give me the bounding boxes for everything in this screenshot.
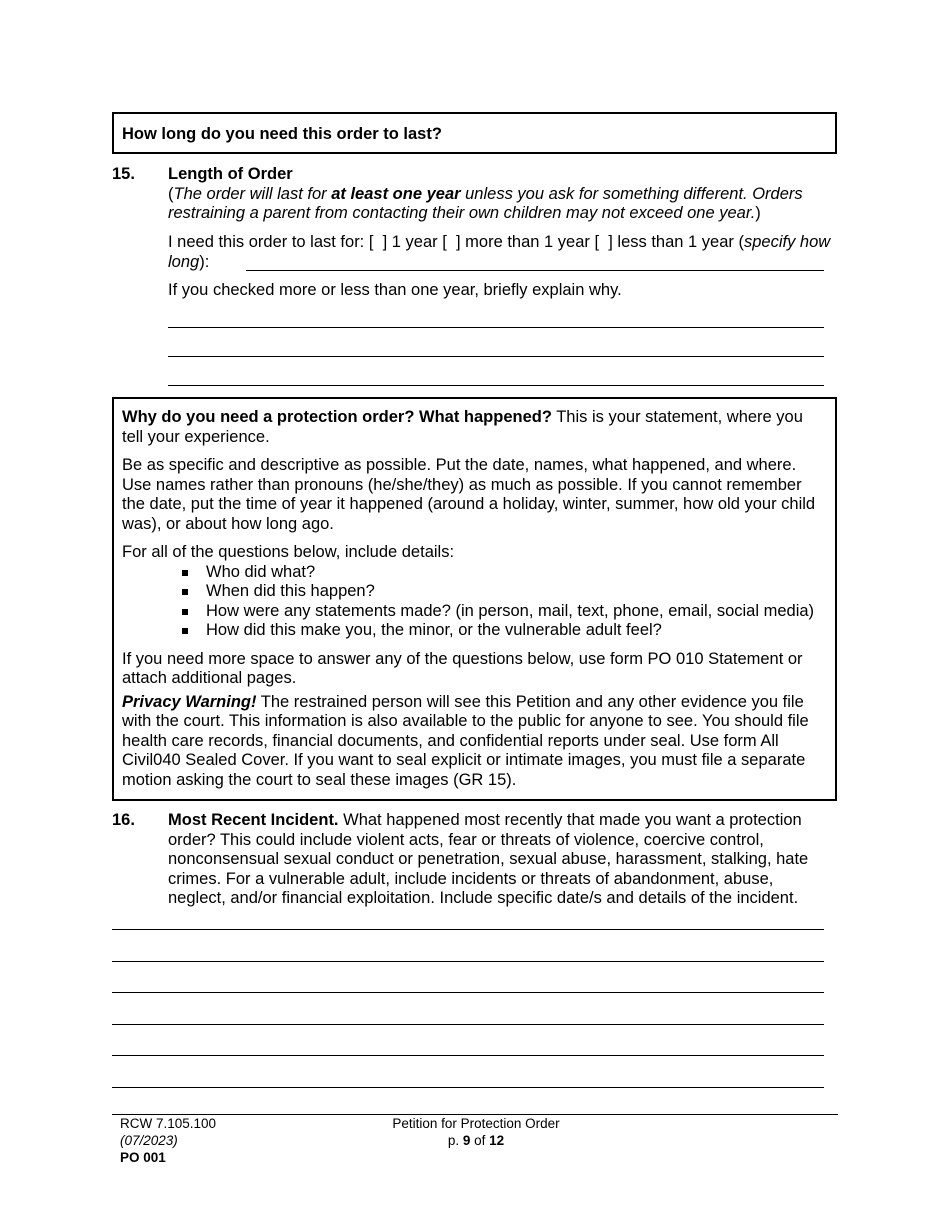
- incident-line-5[interactable]: [112, 1055, 824, 1056]
- list-item: How did this make you, the minor, or the vulnerable adult feel?: [182, 621, 827, 641]
- footer-title: Petition for Protection Order: [392, 1116, 560, 1131]
- details-intro: For all of the questions below, include details:: [122, 543, 455, 561]
- specify-length-field[interactable]: [246, 270, 824, 271]
- explain-prompt: If you checked more or less than one year, briefly explain why.: [168, 281, 622, 299]
- statement-instructions-box: [112, 397, 837, 801]
- explain-line-1[interactable]: [168, 327, 824, 328]
- order-duration-header: [112, 112, 837, 154]
- incident-line-1[interactable]: [112, 929, 824, 930]
- incident-line-3[interactable]: [112, 992, 824, 993]
- section-15-note: (The order will last for at least one year unless you ask for something different. Orders restraining a parent from contacting their own children may not exceed one year.): [168, 184, 803, 222]
- footer-date: (07/2023): [120, 1133, 178, 1148]
- footer-page: p. 9 of 12: [447, 1133, 505, 1148]
- checkbox-more-than-1-year[interactable]: [ ]: [442, 233, 461, 251]
- statement-question: Why do you need a protection order? What happened? This is your statement, where you tell your experience.: [122, 408, 803, 446]
- incident-line-4[interactable]: [112, 1024, 824, 1025]
- specificity-instructions: Be as specific and descriptive as possible. Put the date, names, what happened, and where. Use names rather than pronouns (he/she/they) as much as possible. If you cannot remember the date, put the time of year it happened (around a holiday, winter, summer, how old your child was), or about how long ago.: [122, 456, 816, 533]
- privacy-warning: Privacy Warning! The restrained person will see this Petition and any other evidence you file with the court. This information is also available to the public for anyone to see. You should file health care records, financial documents, and confidential reports under seal. Use form All Civil040 Sealed Cover. If you want to seal explicit or intimate images, you must file a separate motion asking the court to seal these images (GR 15).: [122, 692, 809, 789]
- explain-line-3[interactable]: [168, 385, 824, 386]
- list-item: When did this happen?: [182, 582, 827, 602]
- footer-center: [376, 1115, 576, 1149]
- incident-line-2[interactable]: [112, 961, 824, 962]
- checkbox-1-year[interactable]: [ ]: [368, 233, 388, 251]
- footer-form-number: PO 001: [120, 1150, 166, 1165]
- section-15-title: Length of Order: [168, 165, 293, 183]
- details-list: [122, 563, 827, 641]
- explain-line-2[interactable]: [168, 356, 824, 357]
- duration-selection: I need this order to last for: [ ] 1 year [ ] more than 1 year [ ] less than 1 year (specify how long):: [168, 233, 831, 271]
- list-item: How were any statements made? (in person, mail, text, phone, email, social media): [182, 602, 827, 622]
- list-item: Who did what?: [182, 563, 827, 583]
- section-16-body: Most Recent Incident. What happened most recently that made you want a protection order? This could include violent acts, fear or threats of violence, coercive control, nonconsensual sexual conduct or penetration, sexual abuse, harassment, stalking, hate crimes. For a vulnerable adult, include incidents or threats of abandonment, abuse, neglect, and/or financial exploitation. Include specific date/s and details of the incident.: [168, 811, 809, 907]
- checkbox-less-than-1-year[interactable]: [ ]: [594, 233, 613, 251]
- section-16-number: 16.: [112, 811, 135, 829]
- more-space-note: If you need more space to answer any of the questions below, use form PO 010 Statement or attach additional pages.: [122, 649, 803, 687]
- order-duration-header-text: How long do you need this order to last?: [122, 125, 442, 143]
- section-15-body: [168, 165, 833, 224]
- footer-left: [120, 1115, 216, 1166]
- incident-line-6[interactable]: [112, 1087, 824, 1088]
- section-16-title: Most Recent Incident.: [168, 811, 339, 829]
- section-15-number: 15.: [112, 165, 135, 183]
- footer-rcw: RCW 7.105.100: [120, 1116, 217, 1131]
